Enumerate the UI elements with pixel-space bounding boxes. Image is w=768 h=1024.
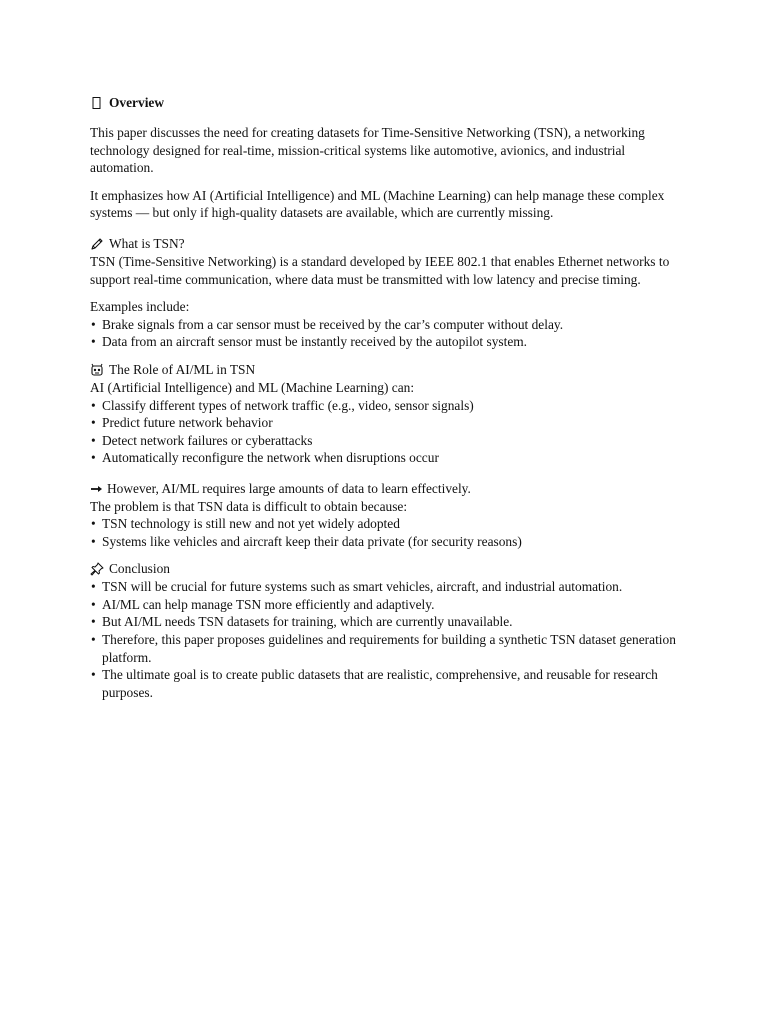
examples-label: Examples include: bbox=[90, 299, 190, 315]
what-is-tsn-body: TSN (Time-Sensitive Networking) is a standard developed by IEEE 802.1 that enables Ethernet networks to support real-time communication, where data must be transmitted with low latency and precise timing. bbox=[90, 253, 670, 287]
list-item: • Brake signals from a car sensor must be received by the car’s computer without delay. bbox=[90, 316, 690, 334]
list-item: • Data from an aircraft sensor must be instantly received by the autopilot system. bbox=[90, 333, 690, 351]
list-item: • AI/ML can help manage TSN more efficiently and adaptively. bbox=[90, 596, 690, 614]
robot-icon bbox=[90, 363, 104, 377]
role-list bbox=[90, 397, 690, 467]
what-is-tsn-title: What is TSN? bbox=[109, 236, 185, 252]
what-is-tsn-heading bbox=[90, 235, 690, 253]
right-arrow-icon bbox=[90, 482, 103, 496]
pencil-icon bbox=[90, 237, 104, 251]
role-intro: AI (Artificial Intelligence) and ML (Machine Learning) can: bbox=[90, 379, 415, 395]
reasons-list bbox=[90, 515, 690, 550]
list-item: • Predict future network behavior bbox=[90, 414, 690, 432]
overview-heading bbox=[90, 94, 690, 112]
list-item: • Automatically reconfigure the network when disruptions occur bbox=[90, 449, 690, 467]
conclusion-list bbox=[90, 578, 690, 701]
overview-paragraph-2: It emphasizes how AI (Artificial Intelligence) and ML (Machine Learning) can help manage these complex systems — but only if high-quality datasets are available, which are currently missing. bbox=[90, 187, 665, 221]
box-icon bbox=[90, 96, 104, 110]
list-item: • TSN will be crucial for future systems such as smart vehicles, aircraft, and industrial automation. bbox=[90, 578, 690, 596]
however-line bbox=[90, 480, 690, 498]
conclusion-heading bbox=[90, 560, 690, 578]
examples-list bbox=[90, 316, 690, 351]
list-item: • The ultimate goal is to create public datasets that are realistic, comprehensive, and reusable for research purposes. bbox=[90, 666, 690, 701]
list-item: • Systems like vehicles and aircraft keep their data private (for security reasons) bbox=[90, 533, 690, 551]
list-item: • TSN technology is still new and not yet widely adopted bbox=[90, 515, 690, 533]
overview-paragraph-1: This paper discusses the need for creating datasets for Time-Sensitive Networking (TSN), a networking technology designed for real-time, mission-critical systems like automotive, avionics, and industrial automation. bbox=[90, 125, 645, 176]
problem-text: The problem is that TSN data is difficult to obtain because: bbox=[90, 498, 408, 514]
overview-title: Overview bbox=[109, 95, 165, 111]
list-item: • Classify different types of network traffic (e.g., video, sensor signals) bbox=[90, 397, 690, 415]
however-text: However, AI/ML requires large amounts of data to learn effectively. bbox=[107, 480, 471, 496]
list-item: • But AI/ML needs TSN datasets for training, which are currently unavailable. bbox=[90, 613, 690, 631]
list-item: • Detect network failures or cyberattacks bbox=[90, 432, 690, 450]
list-item: • Therefore, this paper proposes guidelines and requirements for building a synthetic TSN dataset generation platform. bbox=[90, 631, 690, 666]
conclusion-title: Conclusion bbox=[109, 561, 171, 577]
pushpin-icon bbox=[90, 562, 104, 576]
role-title: The Role of AI/ML in TSN bbox=[109, 362, 256, 378]
role-heading bbox=[90, 361, 690, 379]
document-page bbox=[90, 94, 690, 701]
